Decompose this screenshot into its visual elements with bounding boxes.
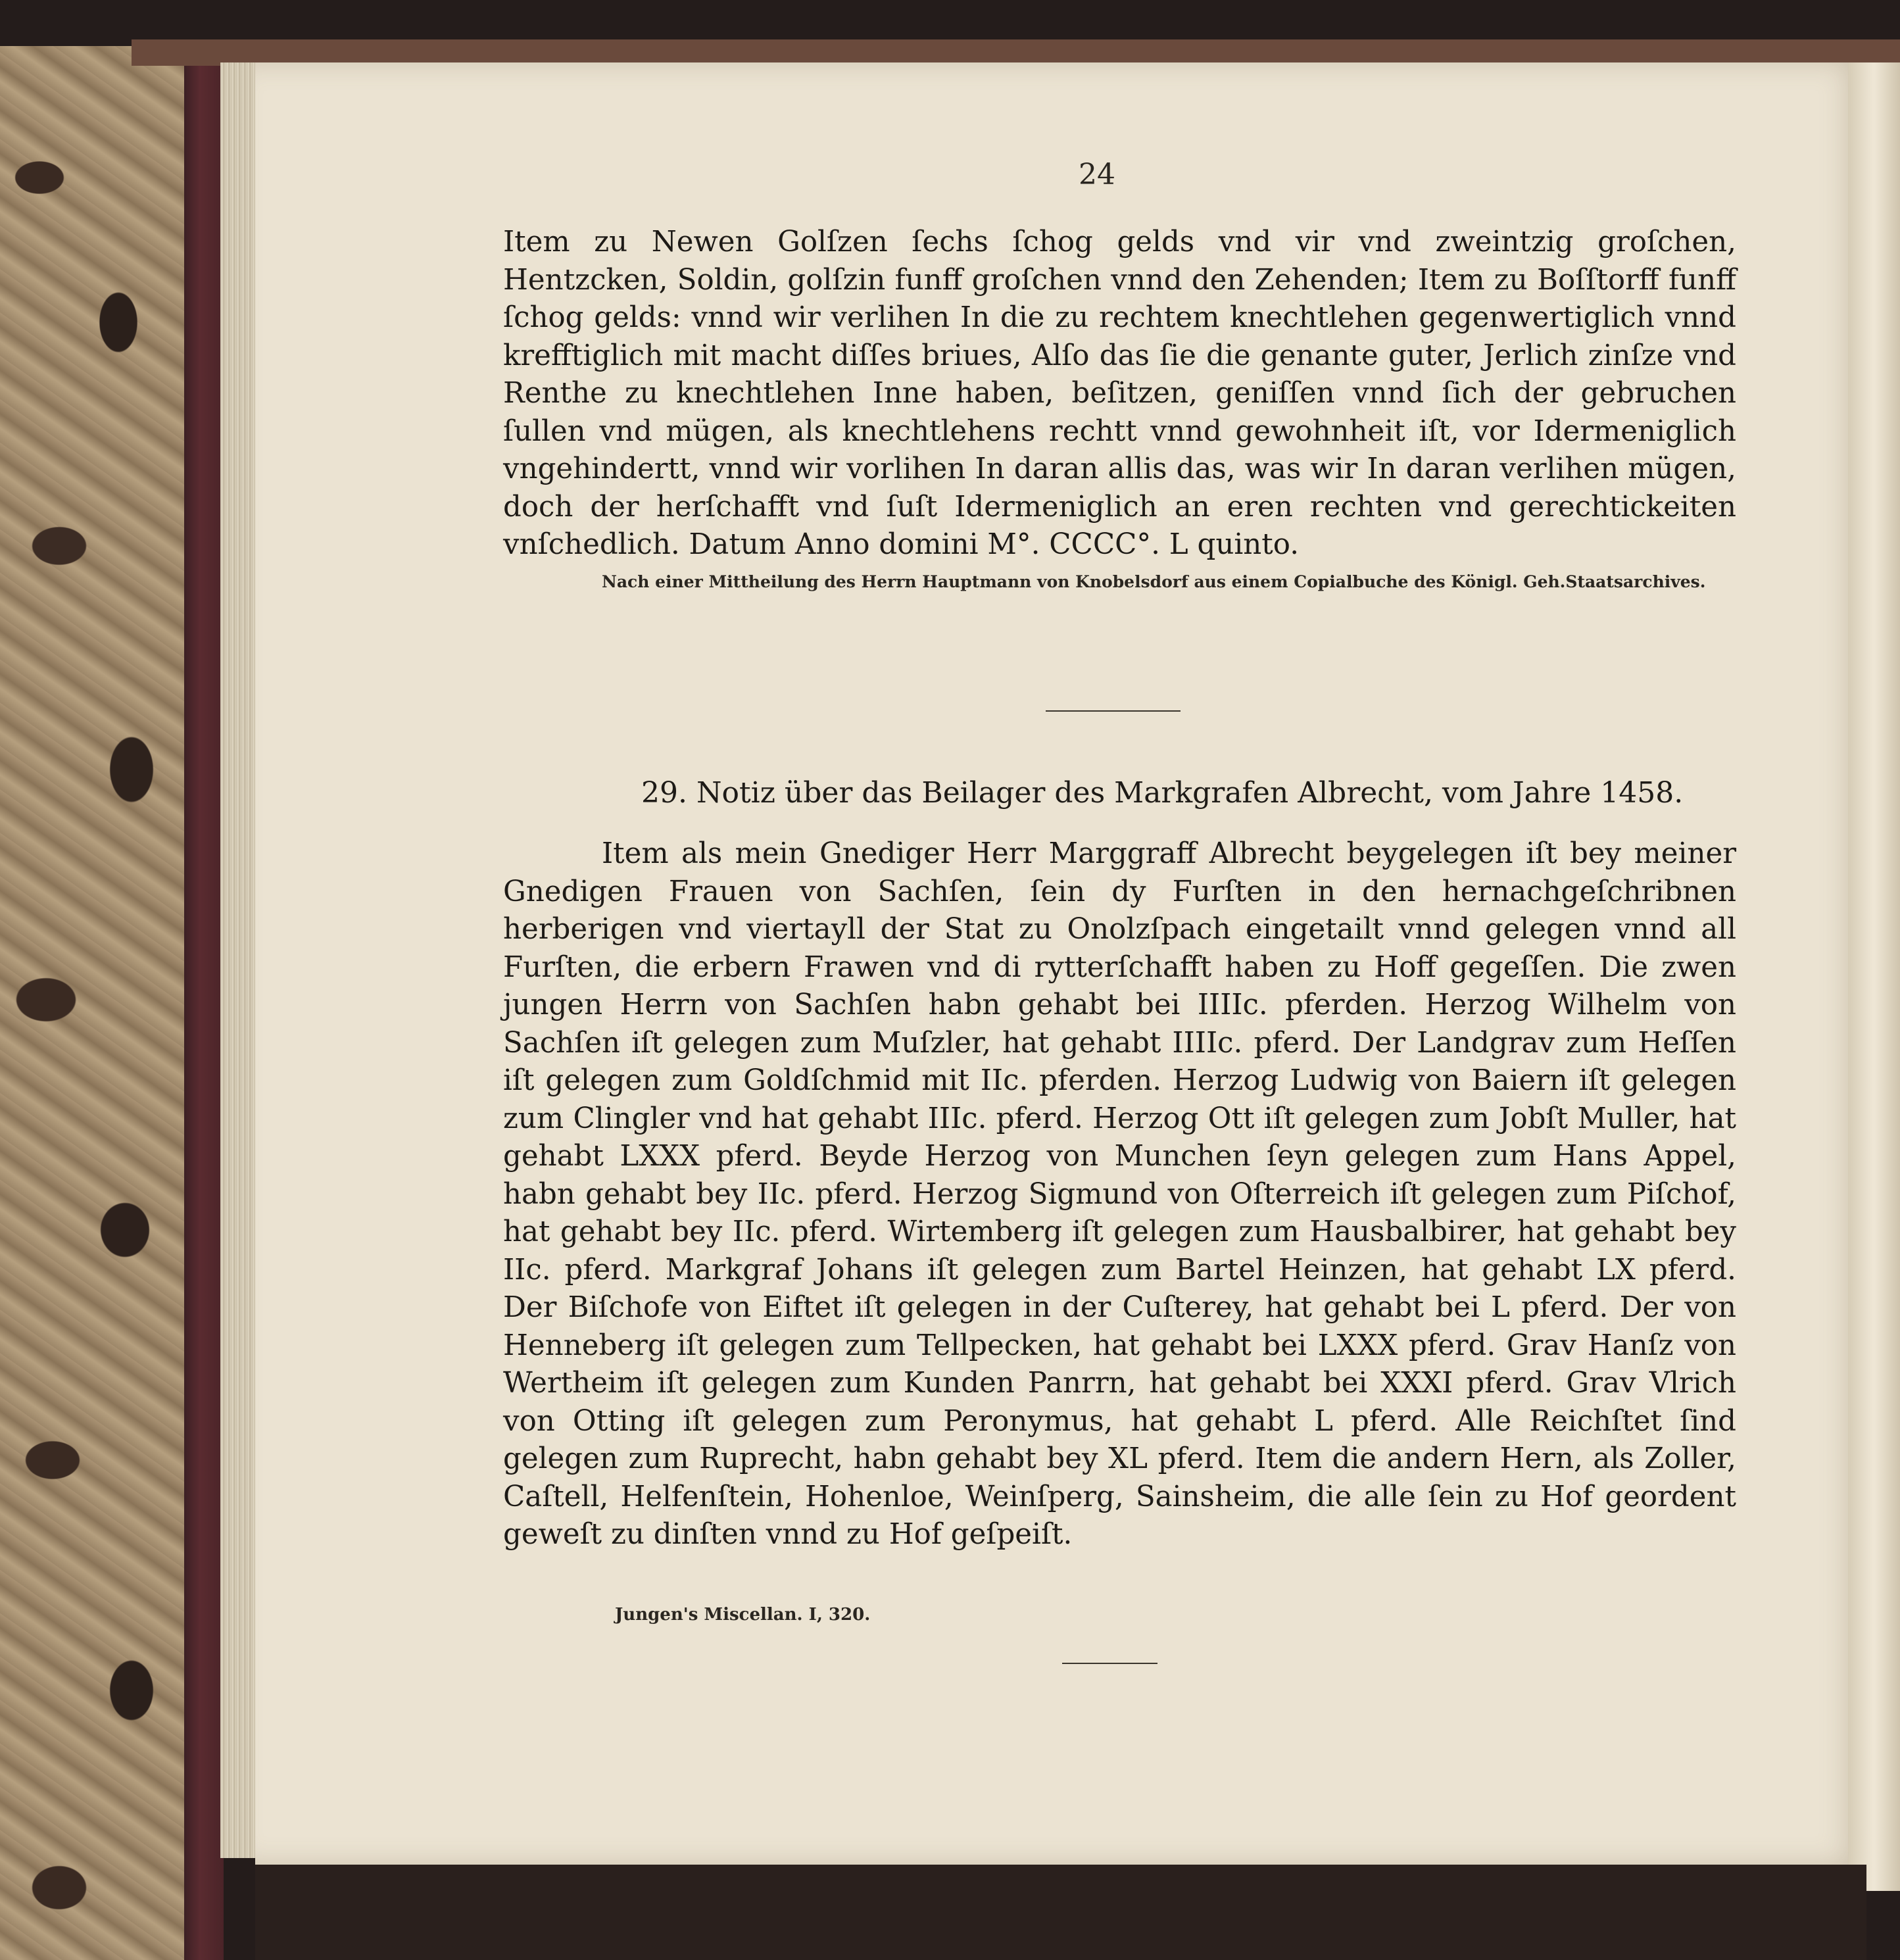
book-cover-marbled [0,46,191,1960]
page-number: 24 [1079,158,1115,191]
paragraph-1: Item zu Newen Golſzen ſechs ſchog gelds vnd vir vnd zweintzig groſchen, Hentzcken, Soldin, golſzin funff groſchen vnnd den Zehenden; Item zu Boſſtorff funff ſchog gelds: vnnd wir verlihen In die zu rechtem knechtlehen gegenwertiglich vnnd krefftiglich mit macht diſſes briues, Alſo das ſie die genante guter, Jerlich zinſze vnd Renthe zu knechtlehen Inne haben, beſitzen, geniſſen vnnd ſich der gebruchen ſullen vnd mügen, als knechtlehens rechtt vnnd gewohnheit iſt, vor Idermeniglich vngehindertt, vnnd wir vorlihen In daran allis das, was wir In daran verlihen mügen, doch der herſchafft vnd ſuſt Idermeniglich an eren rechten vnd gerechtickeiten vnſchedlich. Datum Anno domini M°. CCCC°. L quinto. [503,226,1736,561]
section-heading: 29. Notiz über das Beilager des Markgrafen Albrecht, vom Jahre 1458. [641,776,1684,810]
source-note-2: Jungen's Miscellan. I, 320. [615,1605,871,1625]
page-bottom-shadow [255,1865,1866,1960]
paragraph-2: Item als mein Gnediger Herr Marggraff Albrecht beygelegen iſt bey meiner Gnedigen Frauen von Sachſen, ſein dy Furſten in den hernachgeſchribnen herberigen vnd viertayll der Stat zu Onolzſpach eingetailt vnnd gelegen vnnd all Furſten, die erbern Frawen vnd di rytterſchafft haben zu Hoff gegeſſen. Die zwen jungen Herrn von Sachſen habn gehabt bei IIIIc. pferden. Herzog Wilhelm von Sachſen iſt gelegen zum Muſzler, hat gehabt IIIIc. pferd. Der Landgrav zum Heſſen iſt gelegen zum Goldſchmid mit IIc. pferden. Herzog Ludwig von Baiern iſt gelegen zum Clingler vnd hat gehabt IIIc. pferd. Herzog Ott iſt gelegen zum Jobſt Muller, hat gehabt LXXX pferd. Beyde Herzog von Munchen ſeyn gelegen zum Hans Appel, habn gehabt bey IIc. pferd. Herzog Sigmund von Oſterreich iſt gelegen zum Piſchof, hat gehabt bey IIc. pferd. Wirtemberg iſt gelegen zum Hausbalbirer, hat gehabt bey IIc. pferd. Markgraf Johans iſt gelegen zum Bartel Heinzen, hat gehabt LX pferd. Der Biſchofe von Eiftet iſt gelegen in der Cuſterey, hat gehabt bei L pferd. Der von Henneberg iſt gelegen zum Tellpecken, hat gehabt bei LXXX pferd. Grav Hanſz von Wertheim iſt gelegen zum Kunden Panrrn, hat gehabt bei XXXI pferd. Grav Vlrich von Otting iſt gelegen zum Peronymus, hat gehabt L pferd. Alle Reichſtet ſind gelegen zum Ruprecht, habn gehabt bey XL pferd. Item die andern Hern, als Zoller, Caſtell, Helfenſtein, Hohenloe, Weinſperg, Sainsheim, die alle ſein zu Hof geordent geweſt zu dinſten vnnd zu Hof geſpeiſt. [503,837,1736,1551]
section-divider [1046,710,1181,712]
page-stack-edge [220,62,260,1858]
book-top-edge [132,39,1900,66]
source-note-1: Nach einer Mittheilung des Herrn Hauptmann von Knobelsdorf aus einem Copialbuche des Königl. Geh.Staatsarchives. [602,572,1706,591]
next-page-edge [1848,62,1900,1891]
end-divider [1062,1663,1157,1664]
book-binding-edge [184,46,224,1960]
